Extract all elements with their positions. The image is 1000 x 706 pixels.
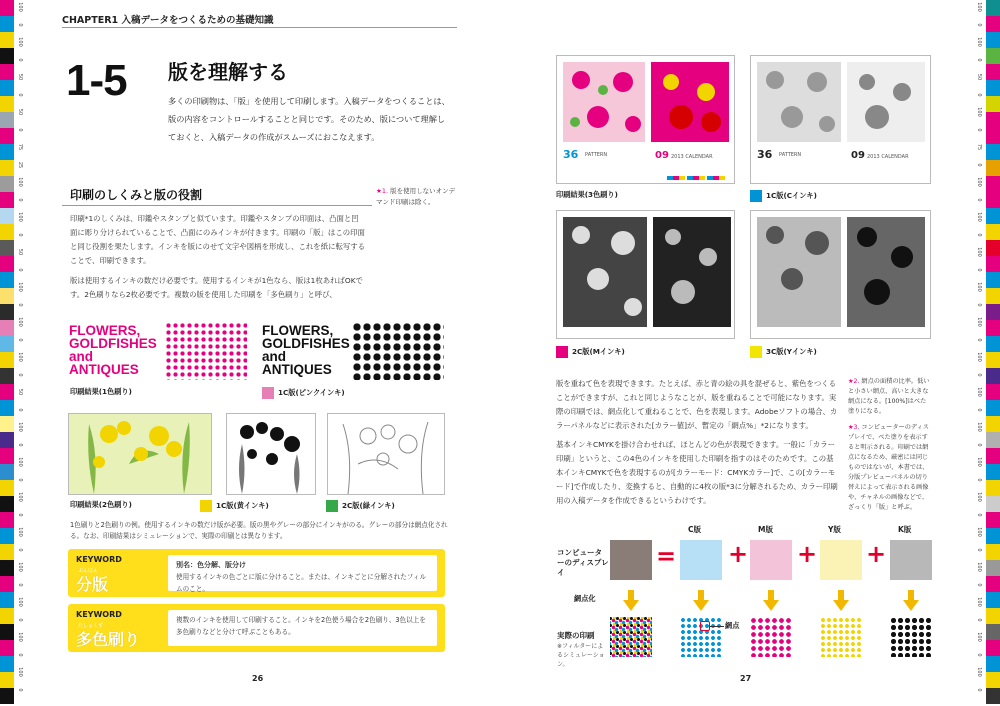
- tick-label: 100: [976, 632, 982, 642]
- section-intro: 多くの印刷物は、「版」を使用して印刷します。入稿データをつくることは、版の内容をコントロールすることと同じです。そのため、版について理解しておくと、入稿データの作成がスムーズにおこなえます。: [168, 96, 450, 142]
- color-swatch: [0, 528, 14, 544]
- color-swatch: [0, 592, 14, 608]
- side-note-2: ★2. 網点の面積の比率。低いと小さい網点、高いと大きな網点になる。[100%]はべた塗りになる。: [848, 378, 930, 415]
- color-swatch: [0, 688, 14, 704]
- tick-label: 0: [17, 267, 23, 272]
- tick-label: 50: [17, 108, 23, 116]
- tick-label: 0: [976, 582, 982, 587]
- tick-label: 0: [976, 687, 982, 692]
- color-swatch: [986, 656, 1000, 672]
- tick-label: 0: [976, 477, 982, 482]
- color-swatch: [986, 352, 1000, 368]
- color-swatch: [986, 688, 1000, 704]
- body-paragraph-1: 印刷*1のしくみは、印鑑やスタンプと似ています。印鑑やスタンプの印面は、凸面と凹面に彫り分けられていることで、凸面にのみインキが付きます。印刷の「版」はこの印面と同じ役割を果たします。インキを版にのせて文字や図柄を形成し、これを紙に転写することで、印刷できます。: [70, 214, 366, 265]
- plate-1c-yellow-image: [226, 413, 316, 495]
- black-swatch: [890, 540, 932, 580]
- chapter-header: CHAPTER1 入稿データをつくるための基礎知識: [62, 15, 274, 26]
- color-swatch: [986, 640, 1000, 656]
- keyword-box-tashokuzuri: [68, 604, 445, 652]
- halftone-composite: [610, 617, 652, 657]
- caption-result-3: 印刷結果(3色刷り): [556, 190, 618, 199]
- subsection-rule: [62, 205, 372, 206]
- color-swatch: [0, 464, 14, 480]
- tick-label: 100: [976, 457, 982, 467]
- tick-label: 0: [17, 232, 23, 237]
- note-text: 版を使用しないオンデマンド印刷は除く。: [376, 187, 456, 206]
- tick-label: 0: [976, 372, 982, 377]
- tick-label: 0: [17, 127, 23, 132]
- keyword-description: [168, 555, 437, 591]
- keyword-desc-text: 使用するインキの色ごとに版に分けること。または、インキごとに分解されたフィルムのこと。: [176, 573, 427, 593]
- tick-label: 50: [17, 248, 23, 256]
- color-swatch: [986, 32, 1000, 48]
- color-swatch: [0, 512, 14, 528]
- arrow-down-icon: [623, 600, 639, 611]
- keyword-ruby: ぶんばん: [78, 568, 99, 574]
- tick-label: 100: [976, 562, 982, 572]
- tick-label: 0: [976, 617, 982, 622]
- color-swatch: [0, 304, 14, 320]
- color-swatch: [986, 288, 1000, 304]
- plate-2c-magenta-image: [556, 210, 735, 339]
- color-swatch: [0, 64, 14, 80]
- tick-label: 100: [17, 632, 23, 642]
- figure-caption-note: 1色刷りと2色刷りの例。使用するインキの数だけ版が必要。版の黒やグレーの部分にインキがのる。グレーの部分は網点化される。なお、印刷結果はシミュレーションで、実際の印刷とは異なります。: [70, 521, 448, 540]
- color-swatch: [0, 208, 14, 224]
- color-swatch: [0, 272, 14, 288]
- tick-label: 0: [17, 512, 23, 517]
- tick-label: 0: [976, 512, 982, 517]
- yellow-chip-2: [750, 346, 762, 358]
- display-color-swatch: [610, 540, 652, 580]
- keyword-label: KEYWORD: [76, 555, 122, 564]
- tick-label: 100: [17, 597, 23, 607]
- color-swatch: [986, 512, 1000, 528]
- color-swatch: [0, 608, 14, 624]
- caption-plate-green: 2C版(緑インキ): [326, 500, 395, 512]
- color-swatch: [986, 336, 1000, 352]
- flowers-text-black: FLOWERS, GOLDFISHES and ANTIQUES: [262, 323, 350, 377]
- color-swatch: [986, 576, 1000, 592]
- tick-label: 0: [976, 337, 982, 342]
- dot-label: 網点: [725, 621, 740, 630]
- plate-3c-yellow-image: [750, 210, 931, 339]
- color-swatch: [0, 640, 14, 656]
- keyword-alias: 別名：色分解、版分け: [176, 561, 246, 569]
- tick-label: 0: [976, 652, 982, 657]
- tick-label: 0: [976, 267, 982, 272]
- print-result-2color-image: [68, 413, 212, 495]
- color-swatch: [0, 224, 14, 240]
- page-number-right: 27: [740, 674, 752, 683]
- color-swatch: [986, 384, 1000, 400]
- tick-label: 100: [976, 352, 982, 362]
- halftone-label: 網点化: [574, 594, 596, 603]
- tick-label: 100: [976, 492, 982, 502]
- color-swatch: [0, 480, 14, 496]
- color-swatch: [986, 224, 1000, 240]
- tick-label: 25: [17, 161, 23, 168]
- color-swatch: [986, 272, 1000, 288]
- tick-label: 100: [17, 352, 23, 362]
- color-swatch: [0, 144, 14, 160]
- color-swatch: [0, 16, 14, 32]
- color-swatch: [986, 608, 1000, 624]
- tick-label: 0: [17, 92, 23, 97]
- tick-label: 100: [17, 562, 23, 572]
- color-swatch: [0, 352, 14, 368]
- tick-label: 0: [976, 162, 982, 167]
- halftone-magenta: [750, 617, 792, 657]
- pink-chip: [262, 387, 274, 399]
- halftone-black: [890, 617, 932, 657]
- tick-label: 100: [976, 37, 982, 47]
- color-swatch: [986, 432, 1000, 448]
- keyword-description: [168, 610, 437, 646]
- tick-label: 0: [17, 687, 23, 692]
- color-swatch: [986, 560, 1000, 576]
- color-swatch: [986, 496, 1000, 512]
- tick-label: 50: [17, 388, 23, 396]
- tick-label: 100: [976, 282, 982, 292]
- left-tick-labels: [15, 0, 25, 706]
- side-note-1: [376, 186, 456, 208]
- tick-label: 100: [17, 667, 23, 677]
- section-title: 版を理解する: [168, 60, 288, 84]
- print-result-3color-image: 36 PATTERN 09 2013 CALENDAR: [556, 55, 735, 184]
- tick-label: 0: [17, 337, 23, 342]
- tick-label: 100: [976, 107, 982, 117]
- color-swatch: [0, 32, 14, 48]
- tick-label: 100: [17, 177, 23, 187]
- color-swatch: [0, 656, 14, 672]
- tick-label: 100: [976, 247, 982, 257]
- cyan-swatch: [680, 540, 722, 580]
- plate-1c-pink: [262, 322, 444, 380]
- caption-result-1: 印刷結果(1色刷り): [70, 387, 132, 396]
- color-swatch: [986, 528, 1000, 544]
- caption-result-2: 印刷結果(2色刷り): [70, 500, 132, 509]
- color-swatch: [986, 480, 1000, 496]
- body-paragraph-4: 基本インキCMYKを掛け合わせれば、ほとんどの色が表現できます。一般に「カラー印刷」というと、この4色のインキを使用した印刷を指すのはそのためです。この基本インキCMYKで色を表現するのが[カラーモード：CMYKカラー]で、この[カラーモード]で作成したり、変換すると、自動的に4枚の版*3に分解されるため、カラー印刷用の入稿データを作成できるというわけです。: [556, 440, 838, 505]
- tick-label: 100: [17, 492, 23, 502]
- dot-highlight: [700, 621, 710, 631]
- note-mark: ★1.: [376, 187, 389, 195]
- filter-note: ※フィルターによるシミュレーション。: [557, 643, 605, 668]
- tick-label: 0: [17, 407, 23, 412]
- print-result-1color: [69, 322, 247, 380]
- green-chip: [326, 500, 338, 512]
- color-swatch: [0, 320, 14, 336]
- tick-label: 100: [17, 527, 23, 537]
- color-swatch: [986, 176, 1000, 192]
- section-number: 1-5: [66, 56, 127, 105]
- tick-label: 100: [976, 317, 982, 327]
- arrow-down-icon: [763, 600, 779, 611]
- tick-label: 100: [17, 317, 23, 327]
- arrow-down-icon: [903, 600, 919, 611]
- color-swatch: [986, 240, 1000, 256]
- caption-plate-yellow: 1C版(黄インキ): [200, 500, 269, 512]
- color-swatch: [986, 304, 1000, 320]
- color-swatch: [0, 336, 14, 352]
- color-swatch: [0, 240, 14, 256]
- tick-label: 50: [17, 73, 23, 81]
- color-swatch: [0, 256, 14, 272]
- tick-label: 100: [976, 422, 982, 432]
- tick-label: 0: [17, 22, 23, 27]
- left-color-bar: [0, 0, 14, 706]
- color-swatch: [986, 624, 1000, 640]
- color-swatch: [0, 112, 14, 128]
- tick-label: 0: [976, 302, 982, 307]
- tick-label: 0: [17, 652, 23, 657]
- tick-label: 0: [976, 57, 982, 62]
- color-swatch: [986, 48, 1000, 64]
- plate-k-label: K版: [898, 525, 912, 534]
- tick-label: 100: [976, 212, 982, 222]
- color-swatch: [0, 448, 14, 464]
- plate-2c-green-image: [327, 413, 445, 495]
- tick-label: 0: [17, 372, 23, 377]
- tick-label: 100: [976, 387, 982, 397]
- color-swatch: [986, 208, 1000, 224]
- color-swatch: [0, 560, 14, 576]
- color-swatch: [0, 48, 14, 64]
- keyword-label: KEYWORD: [76, 610, 122, 619]
- body-paragraph-3: 版を重ねて色を表現できます。たとえば、赤と青の絵の具を混ぜると、紫色をつくることができますが、これと同じようなことが、版を重ねることで可能になります。実際の印刷では、網点化して重ねることで、色を表現します。Adobeソフトの場合、カラーパネルなどに表示された[カラー値]が、暫定の「網点%」*2になります。: [556, 379, 838, 430]
- color-swatch: [986, 160, 1000, 176]
- page-number-left: 26: [252, 674, 264, 683]
- color-swatch: [0, 544, 14, 560]
- yellow-chip: [200, 500, 212, 512]
- color-swatch: [986, 64, 1000, 80]
- caption-plate-c: 1C版(Cインキ): [750, 190, 817, 202]
- color-swatch: [986, 16, 1000, 32]
- keyword-desc-text: 複数のインキを使用して印刷すること。インキを2色使う場合を2色刷り、3色以上を多色刷りなどと分けて呼ぶこともある。: [176, 616, 426, 636]
- tick-label: 100: [976, 667, 982, 677]
- color-swatch: [0, 432, 14, 448]
- tick-label: 75: [976, 143, 982, 151]
- right-tick-labels: [974, 0, 984, 706]
- keyword-ruby: たしょくず: [78, 623, 104, 629]
- color-swatch: [986, 672, 1000, 688]
- color-swatch: [0, 176, 14, 192]
- header-rule: [62, 27, 457, 28]
- halftone-yellow: [820, 617, 862, 657]
- tick-label: 0: [976, 547, 982, 552]
- tick-label: 100: [976, 527, 982, 537]
- cyan-chip: [750, 190, 762, 202]
- tick-label: 0: [17, 547, 23, 552]
- side-note-3: ★3. コンピューターのディスプレイで、べた塗りを表示すると明示される。印刷では網点になるため、厳密には同じものではないが、本書では、分版プレビューパネルの切り替えによって表示される画像や、チャネルの画像などで、ざっくり「版」と呼ぶ。: [848, 424, 929, 511]
- color-swatch: [0, 0, 14, 16]
- flowers-text-pink: FLOWERS, GOLDFISHES and ANTIQUES: [69, 323, 157, 377]
- tick-label: 0: [17, 197, 23, 202]
- color-swatch: [0, 384, 14, 400]
- plate-1c-cyan-image: 36 PATTERN 09 2013 CALENDAR: [750, 55, 931, 184]
- color-swatch: [986, 416, 1000, 432]
- color-swatch: [0, 192, 14, 208]
- color-swatch: [0, 80, 14, 96]
- color-swatch: [0, 416, 14, 432]
- tick-label: 0: [976, 232, 982, 237]
- color-swatch: [0, 288, 14, 304]
- tick-label: 0: [17, 57, 23, 62]
- color-swatch: [986, 0, 1000, 16]
- tick-label: 0: [17, 582, 23, 587]
- caption-plate-pink: 1C版(ピンクインキ): [262, 387, 345, 399]
- tick-label: 50: [976, 73, 982, 81]
- tick-label: 0: [976, 127, 982, 132]
- plate-c-label: C版: [688, 525, 702, 534]
- tick-label: 0: [17, 302, 23, 307]
- plate-y-label: Y版: [828, 525, 841, 534]
- plus-sign-1: +: [728, 540, 749, 568]
- color-swatch: [986, 544, 1000, 560]
- dot-leader-line: [710, 626, 724, 627]
- plus-sign-3: +: [866, 540, 887, 568]
- color-swatch: [986, 256, 1000, 272]
- tick-label: 0: [976, 407, 982, 412]
- keyword-box-bunban: [68, 549, 445, 597]
- keyword-word: 多色刷り: [76, 630, 141, 649]
- color-swatch: [0, 128, 14, 144]
- color-swatch: [986, 464, 1000, 480]
- color-swatch: [986, 96, 1000, 112]
- body-paragraph-2: 版は使用するインキの数だけ必要です。使用するインキが1色なら、版は1枚あればOKです。2色刷りなら2枚必要です。複数の版を使用した印刷を「多色刷り」と呼び、: [70, 276, 363, 299]
- tick-label: 100: [976, 597, 982, 607]
- tick-label: 100: [17, 422, 23, 432]
- tick-label: 100: [17, 2, 23, 12]
- color-swatch: [986, 320, 1000, 336]
- color-swatch: [0, 400, 14, 416]
- caption-plate-y: 3C版(Yインキ): [750, 346, 817, 358]
- tick-label: 100: [976, 177, 982, 187]
- yellow-swatch: [820, 540, 862, 580]
- equals-sign: =: [656, 542, 677, 570]
- tick-label: 0: [17, 442, 23, 447]
- tick-label: 0: [976, 197, 982, 202]
- color-swatch: [0, 496, 14, 512]
- color-swatch: [986, 192, 1000, 208]
- subsection-title: 印刷のしくみと版の役割: [70, 188, 203, 202]
- tick-label: 0: [976, 442, 982, 447]
- color-swatch: [986, 80, 1000, 96]
- tick-label: 100: [17, 282, 23, 292]
- color-swatch: [986, 368, 1000, 384]
- tick-label: 100: [17, 457, 23, 467]
- actual-print-label: 実際の印刷: [557, 631, 595, 640]
- tick-label: 0: [976, 22, 982, 27]
- color-swatch: [986, 144, 1000, 160]
- color-swatch: [0, 624, 14, 640]
- color-swatch: [0, 96, 14, 112]
- tick-label: 100: [17, 37, 23, 47]
- color-swatch: [0, 672, 14, 688]
- display-label: コンピューターのディスプレイ: [557, 548, 609, 577]
- tick-label: 0: [17, 617, 23, 622]
- color-swatch: [986, 448, 1000, 464]
- tick-label: 0: [17, 477, 23, 482]
- color-swatch: [986, 112, 1000, 128]
- tick-label: 75: [17, 143, 23, 151]
- plate-m-label: M版: [758, 525, 773, 534]
- caption-plate-m: 2C版(Mインキ): [556, 346, 625, 358]
- right-color-bar: [986, 0, 1000, 706]
- color-swatch: [986, 128, 1000, 144]
- tick-label: 100: [976, 2, 982, 12]
- color-swatch: [986, 592, 1000, 608]
- keyword-word: 分版: [76, 575, 109, 594]
- plus-sign-2: +: [797, 540, 818, 568]
- color-swatch: [0, 576, 14, 592]
- magenta-swatch: [750, 540, 792, 580]
- arrow-down-icon: [833, 600, 849, 611]
- tick-label: 0: [976, 92, 982, 97]
- magenta-chip: [556, 346, 568, 358]
- tick-label: 100: [17, 212, 23, 222]
- color-swatch: [0, 368, 14, 384]
- color-swatch: [0, 160, 14, 176]
- arrow-down-icon: [693, 600, 709, 611]
- color-swatch: [986, 400, 1000, 416]
